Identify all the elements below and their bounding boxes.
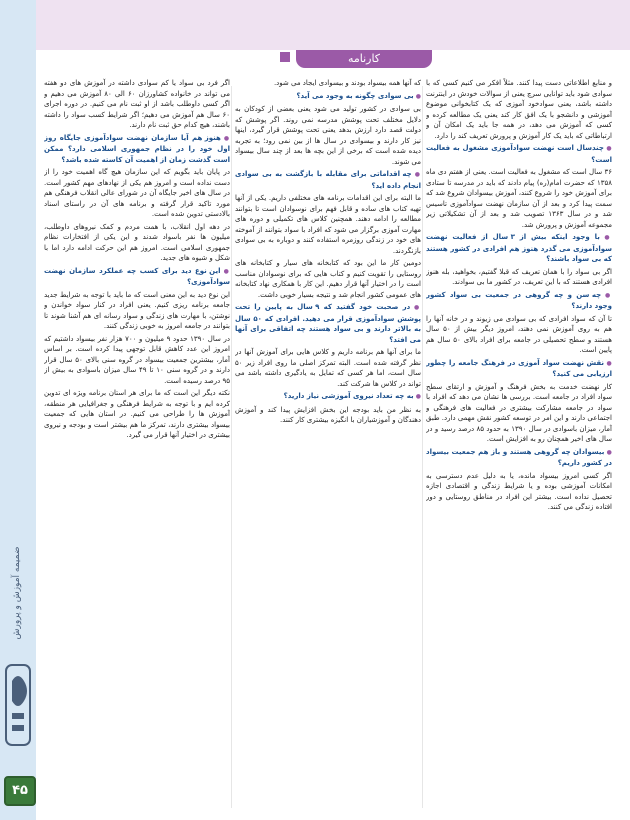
body-paragraph: اگر بی سواد را با همان تعریف که قبلا گفتیم، بخواهید، بله هنوز افرادی هستند که با این تعریف، در کشور ما بی سوادند. [426, 267, 612, 286]
question-heading: ● این نوع دید برای کسب چه عملکرد سازمان نهضت سوادآموزی؟ [44, 266, 230, 288]
question-heading: ● به چه تعداد نیروی آموزشی نیاز دارید؟ [235, 391, 421, 403]
text-column-2 [235, 78, 421, 813]
body-paragraph: کار نهضت خدمت به بخش فرهنگ و آموزش و ارتقای سطح سواد افراد در جامعه است. بررسی ها نشان می دهد که افراد با سواد در جامعه مشارکت بیشتری در فعالیت های فرهنگی و اجتماعی دارند و این امر در توسعه کشور نقش مهمی دارد. طبق آمار، میزان باسوادی در سال ۱۳۹۰ به حدود ۸۵ درصد رسید و در سال های اخیر همچنان رو به افزایش است. [426, 382, 612, 443]
body-paragraph: تا آن که سواد افرادی که بی سوادی می زیوند و در خانه آنها را هم به روی آموزش نمی دهند، امروز دیگر بیش از ۵۰ سال هستند و سطح تحصیلی در جامعه برای افراد بالای ۵۰ سال هم پایین است. [426, 314, 612, 354]
body-paragraph: این نوع دید به این معنی است که ما باید با توجه به شرایط جدید جامعه برنامه ریزی کنیم. یعنی افراد در کنار سواد خواندن و نوشتن، با مهارت های زندگی و سواد رسانه ای هم آشنا شوند تا بتوانند در جامعه امروز به خوبی زندگی کنند. [44, 290, 230, 330]
column-divider [231, 86, 232, 808]
body-paragraph: اگر فرد بی سواد یا کم سوادی داشته در آموزش های دو هفته می تواند در خانواده کشاورزان ۶۰ الی ۸۰ آموزش می دهیم و اگر کسی داوطلب باشد از او ثبت نام می کنیم. در دوره اجرای ۶۰ سال هم آموزش می دهیم؛ اگر شرایط کسب سواد را داشته باشند، هیچ کدام حق ثبت نام دارند. [44, 79, 230, 129]
body-paragraph: ما البته برای این اقدامات برنامه های مختلفی داریم. یکی از آنها تهیه کتاب های ساده و قابل فهم برای نوسوادان است تا بتوانند مطالعه را ادامه دهند. همچنین کلاس های تکمیلی و دوره های مهارت آموزی برگزار می شود که افراد با سواد بتوانند از آموخته های خود در زندگی روزمره استفاده کنند و دوباره به بی سوادی بازنگردند. [235, 194, 421, 255]
question-heading: ● با وجود اینکه بیش از ۳ سال از فعالیت نهضت سوادآموزی می گذرد هنوز هم افرادی در کشور هستند که بی سواد باشند؟ [426, 232, 612, 265]
page-number: ۴۵ [4, 776, 36, 806]
question-heading: ● بیسوادان چه گروهی هستند و باز هم جمعیت بیسواد در کشور داریم؟ [426, 447, 612, 469]
body-paragraph: در سال ۱۳۹۰ حدود ۹ میلیون و ۷۰۰ هزار نفر بیسواد داشتیم که امروز این عدد کاهش قابل توجهی پیدا کرده است. بر اساس آمار، بیشترین جمعیت بیسواد در گروه سنی بالای ۵۰ سال قرار دارند و در گروه سنی ۱۰ تا ۴۹ سال میزان باسوادی به بیش از ۹۵ درصد رسیده است. [44, 334, 230, 385]
body-paragraph: به نظر من باید بودجه این بخش افزایش پیدا کند و آموزش دهندگان و آموزشیاران با انگیزه بیشتری کار کنند. [235, 405, 421, 424]
question-heading: ● بی سوادی چگونه به وجود می آید؟ [235, 91, 421, 103]
side-vertical-text: ضمیمه آموزش و پرورش [12, 546, 22, 640]
header-square-icon [280, 52, 290, 62]
body-paragraph: در پایان باید بگویم که این سازمان هیچ گاه اهمیت خود را از دست نداده است و امروز هم یکی از نهادهای مهم کشور است. در سال های اخیر جایگاه آن در شورای عالی انقلاب فرهنگی هم مورد تاکید قرار گرفته و برنامه های آن در راستای اسناد بالادستی تدوین شده است. [44, 168, 230, 218]
question-heading: ● هنوز هم آیا سازمان نهضت سوادآموزی جایگاه روز اول خود را در نظام جمهوری اسلامی دارد؟ ممکن است گذشت زمان از اهمیت آن کاسته شده باشد؟ [44, 133, 230, 166]
question-heading: ● نقش نهضت سواد آموزی در فرهنگ جامعه را چطور ارزیابی می کنید؟ [426, 358, 612, 380]
body-paragraph: ۳۶ سال است که مشغول به فعالیت است. یعنی از هفتم دی ماه ۱۳۵۸ که حضرت امام(ره) پیام دادند که باید در مدرسه تا ستادی برای آموزش خود را شروع کنند، آموزش بیسوادان شروع شد که سمت پیدا کرد و بعد از آن سازمان نهضت سوادآموزی تاسیس شد و در سال ۱۳۶۳ تصویب شد و بعد از آن تشکیلاتی زیر مجموعه آموزش و پرورش شد. [426, 168, 612, 229]
text-column-3 [44, 78, 230, 813]
body-paragraph: که آنها همه بیسواد بودند و بیسوادی ایجاد می شود. [273, 79, 421, 87]
question-heading: ● چه سن و چه گروهی در جمعیت بی سواد کشور وجود دارند؟ [426, 290, 612, 312]
question-heading: ● چندسال است نهضت سوادآموزی مشغول به فعالیت است؟ [426, 143, 612, 165]
logo-icon [4, 661, 32, 749]
body-paragraph: و منابع اطلاعاتی دست پیدا کنند. مثلاً افکر می کنیم کسی که با سوادی شود باید توانایی سرچ یعنی از سوالات خودش در اینترنت داشته باشد، یعنی سوادخود آموزی که یک کتابخوانی موضوع آموزشی و دانشجو با یک افق کار کند یعنی یک مطالعه کرده و کسی که آموزش می دهد، در همه جا باید یک امکان آن و ارتباطاتی که باید یک کار آموزش و پرورش تعریف کند را دارد. [426, 79, 612, 140]
text-column-1 [426, 78, 612, 813]
side-band [0, 0, 36, 820]
body-paragraph: در دهه اول انقلاب، با همت مردم و کمک نیروهای داوطلب، میلیون ها نفر باسواد شدند و این یکی از افتخارات نظام جمهوری اسلامی است. امروز هم این حرکت ادامه دارد اما با شکل و شیوه های جدید. [44, 222, 230, 262]
question-heading: ● چه اقداماتی برای مقابله با بازگشت به بی سوادی انجام داده اید؟ [235, 169, 421, 191]
question-heading: ● در صحبت خود گفتید که ۹ سال به پایین را تحت پوشش سوادآموزی قرار می دهید. افرادی که ۵۰ سال به بالاتر دارند و بی سواد هستند چه اتفاقی برای آنها می افتد؟ [235, 302, 421, 345]
body-paragraph: اگر کسی امروز بیسواد مانده، یا به دلیل عدم دسترسی به امکانات آموزشی بوده و یا شرایط زندگی و اقتصادی اجازه تحصیل نداده است. بیشتر این افراد در مناطق روستایی و دور افتاده زندگی می کنند. [426, 471, 612, 511]
body-paragraph: بی سوادی در کشور تولید می شود یعنی بعضی از کودکان به دلایل مختلف تحت پوشش مدرسه نمی روند. اگر پوشش که دولت قصد دارد ارزش بدهد یعنی تحت پوشش قرار گیرد، اینها نیز کار دارند و بیسوادی در سال ها از بین نمی رود؛ به تجربه دیده شده است که برخی از این بچه ها بعد از چند سال بیسواد می شوند. [235, 105, 421, 166]
top-banner [0, 0, 630, 50]
magazine-logo [3, 660, 33, 750]
column-divider [422, 86, 423, 808]
section-title: کارنامه [296, 50, 432, 68]
body-paragraph: دومین کار ما این بود که کتابخانه های سیار و کتابخانه های روستایی را تقویت کنیم و کتاب هایی که برای نوسوادان مناسب است را در اختیار آنها قرار دهیم. این کار با همکاری نهاد کتابخانه های عمومی کشور انجام شد و نتیجه بسیار خوبی داشت. [235, 259, 421, 299]
body-paragraph: نکته دیگر این است که ما برای هر استان برنامه ویژه ای تدوین کرده ایم و با توجه به شرایط فرهنگی و جغرافیایی هر منطقه، آموزش ها را طراحی می کنیم. در استان هایی که جمعیت بیسواد بیشتری دارند، تمرکز ما هم بیشتر است و بودجه و نیروی بیشتری در اختیار آنها قرار می گیرد. [44, 389, 230, 439]
body-paragraph: ما برای آنها هم برنامه داریم و کلاس هایی برای آموزش آنها در نظر گرفته شده است. البته تمرکز اصلی ما روی افراد زیر ۵۰ سال است، اما هر کسی که تمایل به یادگیری داشته باشد می تواند در کلاس ها شرکت کند. [235, 348, 421, 388]
